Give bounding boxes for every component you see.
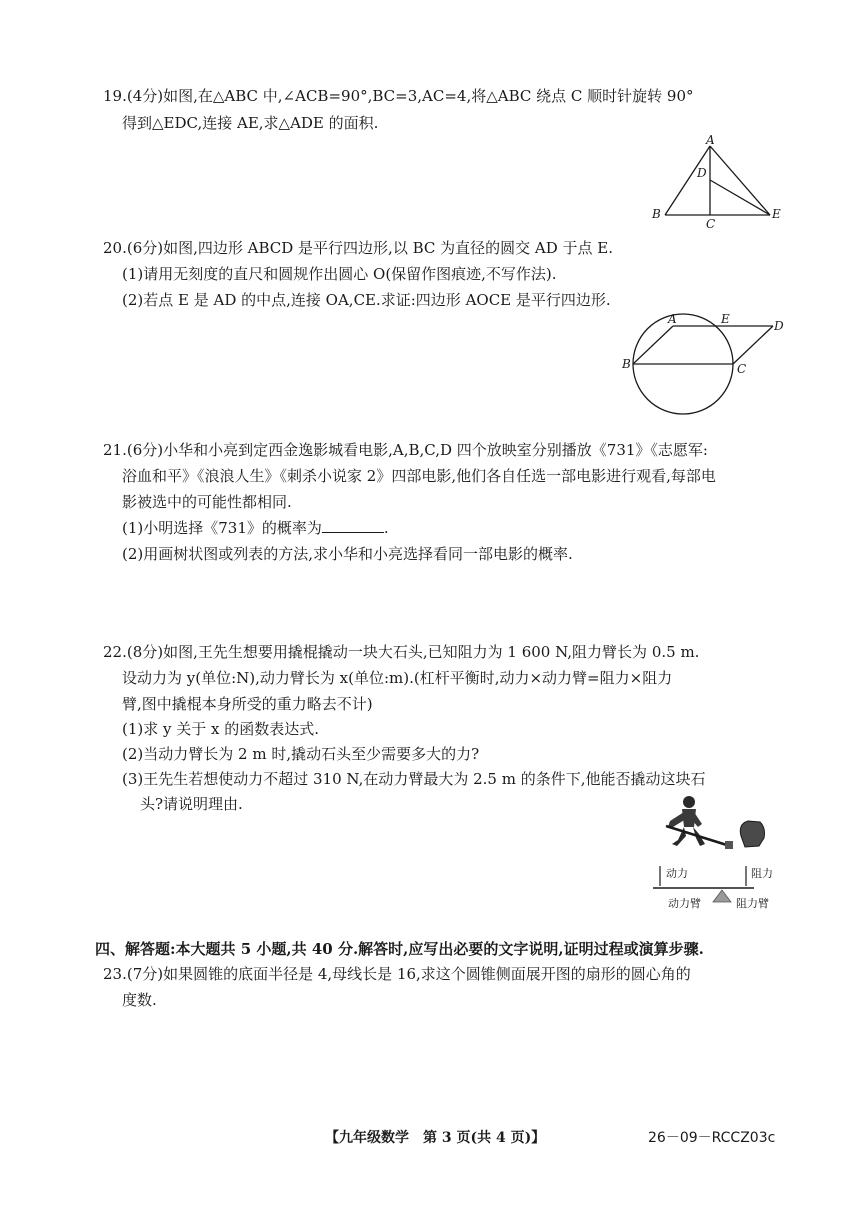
q23-line-2: 度数. xyxy=(122,991,157,1009)
q21-line-5: (2)用画树状图或列表的方法,求小华和小亮选择看同一部电影的概率. xyxy=(122,545,573,563)
q23-line-1: 23.(7分)如果圆锥的底面半径是 4,母线长是 16,求这个圆锥侧面展开图的扇形的圆心角的 xyxy=(103,965,691,983)
q19-triangle-figure xyxy=(640,133,790,232)
q21-line-3: 影被选中的可能性都相同. xyxy=(122,493,292,511)
q20-label-b: B xyxy=(622,357,631,371)
q19-label-a: A xyxy=(706,133,715,147)
q22-line-6: (3)王先生若想使动力不超过 310 N,在动力臂最大为 2.5 m 的条件下,他能否撬动这块石 xyxy=(122,770,706,788)
q22-line-3: 臂,图中撬棍本身所受的重力略去不计) xyxy=(122,695,373,713)
q20-label-a: A xyxy=(668,312,677,326)
person-icon xyxy=(668,796,705,846)
label-force: 动力 xyxy=(666,867,688,880)
q22-line-5: (2)当动力臂长为 2 m 时,撬动石头至少需要多大的力? xyxy=(122,745,480,763)
section-4-heading: 四、解答题:本大题共 5 小题,共 40 分.解答时,应写出必要的文字说明,证明过程或演算步骤. xyxy=(95,940,704,958)
q21-line-4 xyxy=(122,518,389,538)
rock-icon xyxy=(740,821,764,847)
q21-line-2: 浴血和平》《浪浪人生》《刺杀小说家 2》四部电影,他们各自任选一部电影进行观看,每部电 xyxy=(122,467,716,485)
q22-lever-figure xyxy=(648,794,788,916)
q20-label-d: D xyxy=(774,319,784,333)
label-force-arm: 动力臂 xyxy=(668,897,701,910)
q21-part1-text: (1)小明选择《731》的概率为 xyxy=(122,519,322,537)
q20-line-1: 20.(6分)如图,四边形 ABCD 是平行四边形,以 BC 为直径的圆交 AD 于点 E. xyxy=(103,239,614,257)
q19-line-1: 19.(4分)如图,在△ABC 中,∠ACB=90°,BC=3,AC=4,将△ABC 绕点 C 顺时针旋转 90° xyxy=(103,87,694,105)
q21-line-1: 21.(6分)小华和小亮到定西金逸影城看电影,A,B,C,D 四个放映室分别播放《731》《志愿军: xyxy=(103,441,708,459)
q20-circle-figure xyxy=(620,312,790,422)
q19-label-d: D xyxy=(697,166,707,180)
q22-line-4: (1)求 y 关于 x 的函数表达式. xyxy=(122,720,320,738)
q20-line-3: (2)若点 E 是 AD 的中点,连接 OA,CE.求证:四边形 AOCE 是平行四边形. xyxy=(122,291,611,309)
footer-code: 26－09－RCCZ03c xyxy=(648,1130,776,1146)
q21-answer-blank[interactable] xyxy=(322,518,384,533)
q22-line-1: 22.(8分)如图,王先生想要用撬棍撬动一块大石头,已知阻力为 1 600 N,阻力臂长为 0.5 m. xyxy=(103,643,700,661)
footer-page-info: 【九年级数学 第 3 页(共 4 页)】 xyxy=(325,1130,546,1146)
q19-label-c: C xyxy=(706,217,716,231)
q22-line-2: 设动力为 y(单位:N),动力臂长为 x(单位:m).(杠杆平衡时,动力×动力臂=阻力×阻力 xyxy=(122,669,673,687)
label-resistance: 阻力 xyxy=(751,867,773,880)
q20-label-e: E xyxy=(721,312,730,326)
q19-label-b: B xyxy=(652,207,661,221)
q19-label-e: E xyxy=(772,207,781,221)
q20-label-c: C xyxy=(737,362,747,376)
q21-part1-end: . xyxy=(383,519,389,537)
fulcrum-triangle xyxy=(713,890,731,902)
q20-line-2: (1)请用无刻度的直尺和圆规作出圆心 O(保留作图痕迹,不写作法). xyxy=(122,265,557,283)
label-resistance-arm: 阻力臂 xyxy=(736,897,769,910)
q22-line-7: 头?请说明理由. xyxy=(140,795,243,813)
q19-line-2: 得到△EDC,连接 AE,求△ADE 的面积. xyxy=(122,114,379,132)
